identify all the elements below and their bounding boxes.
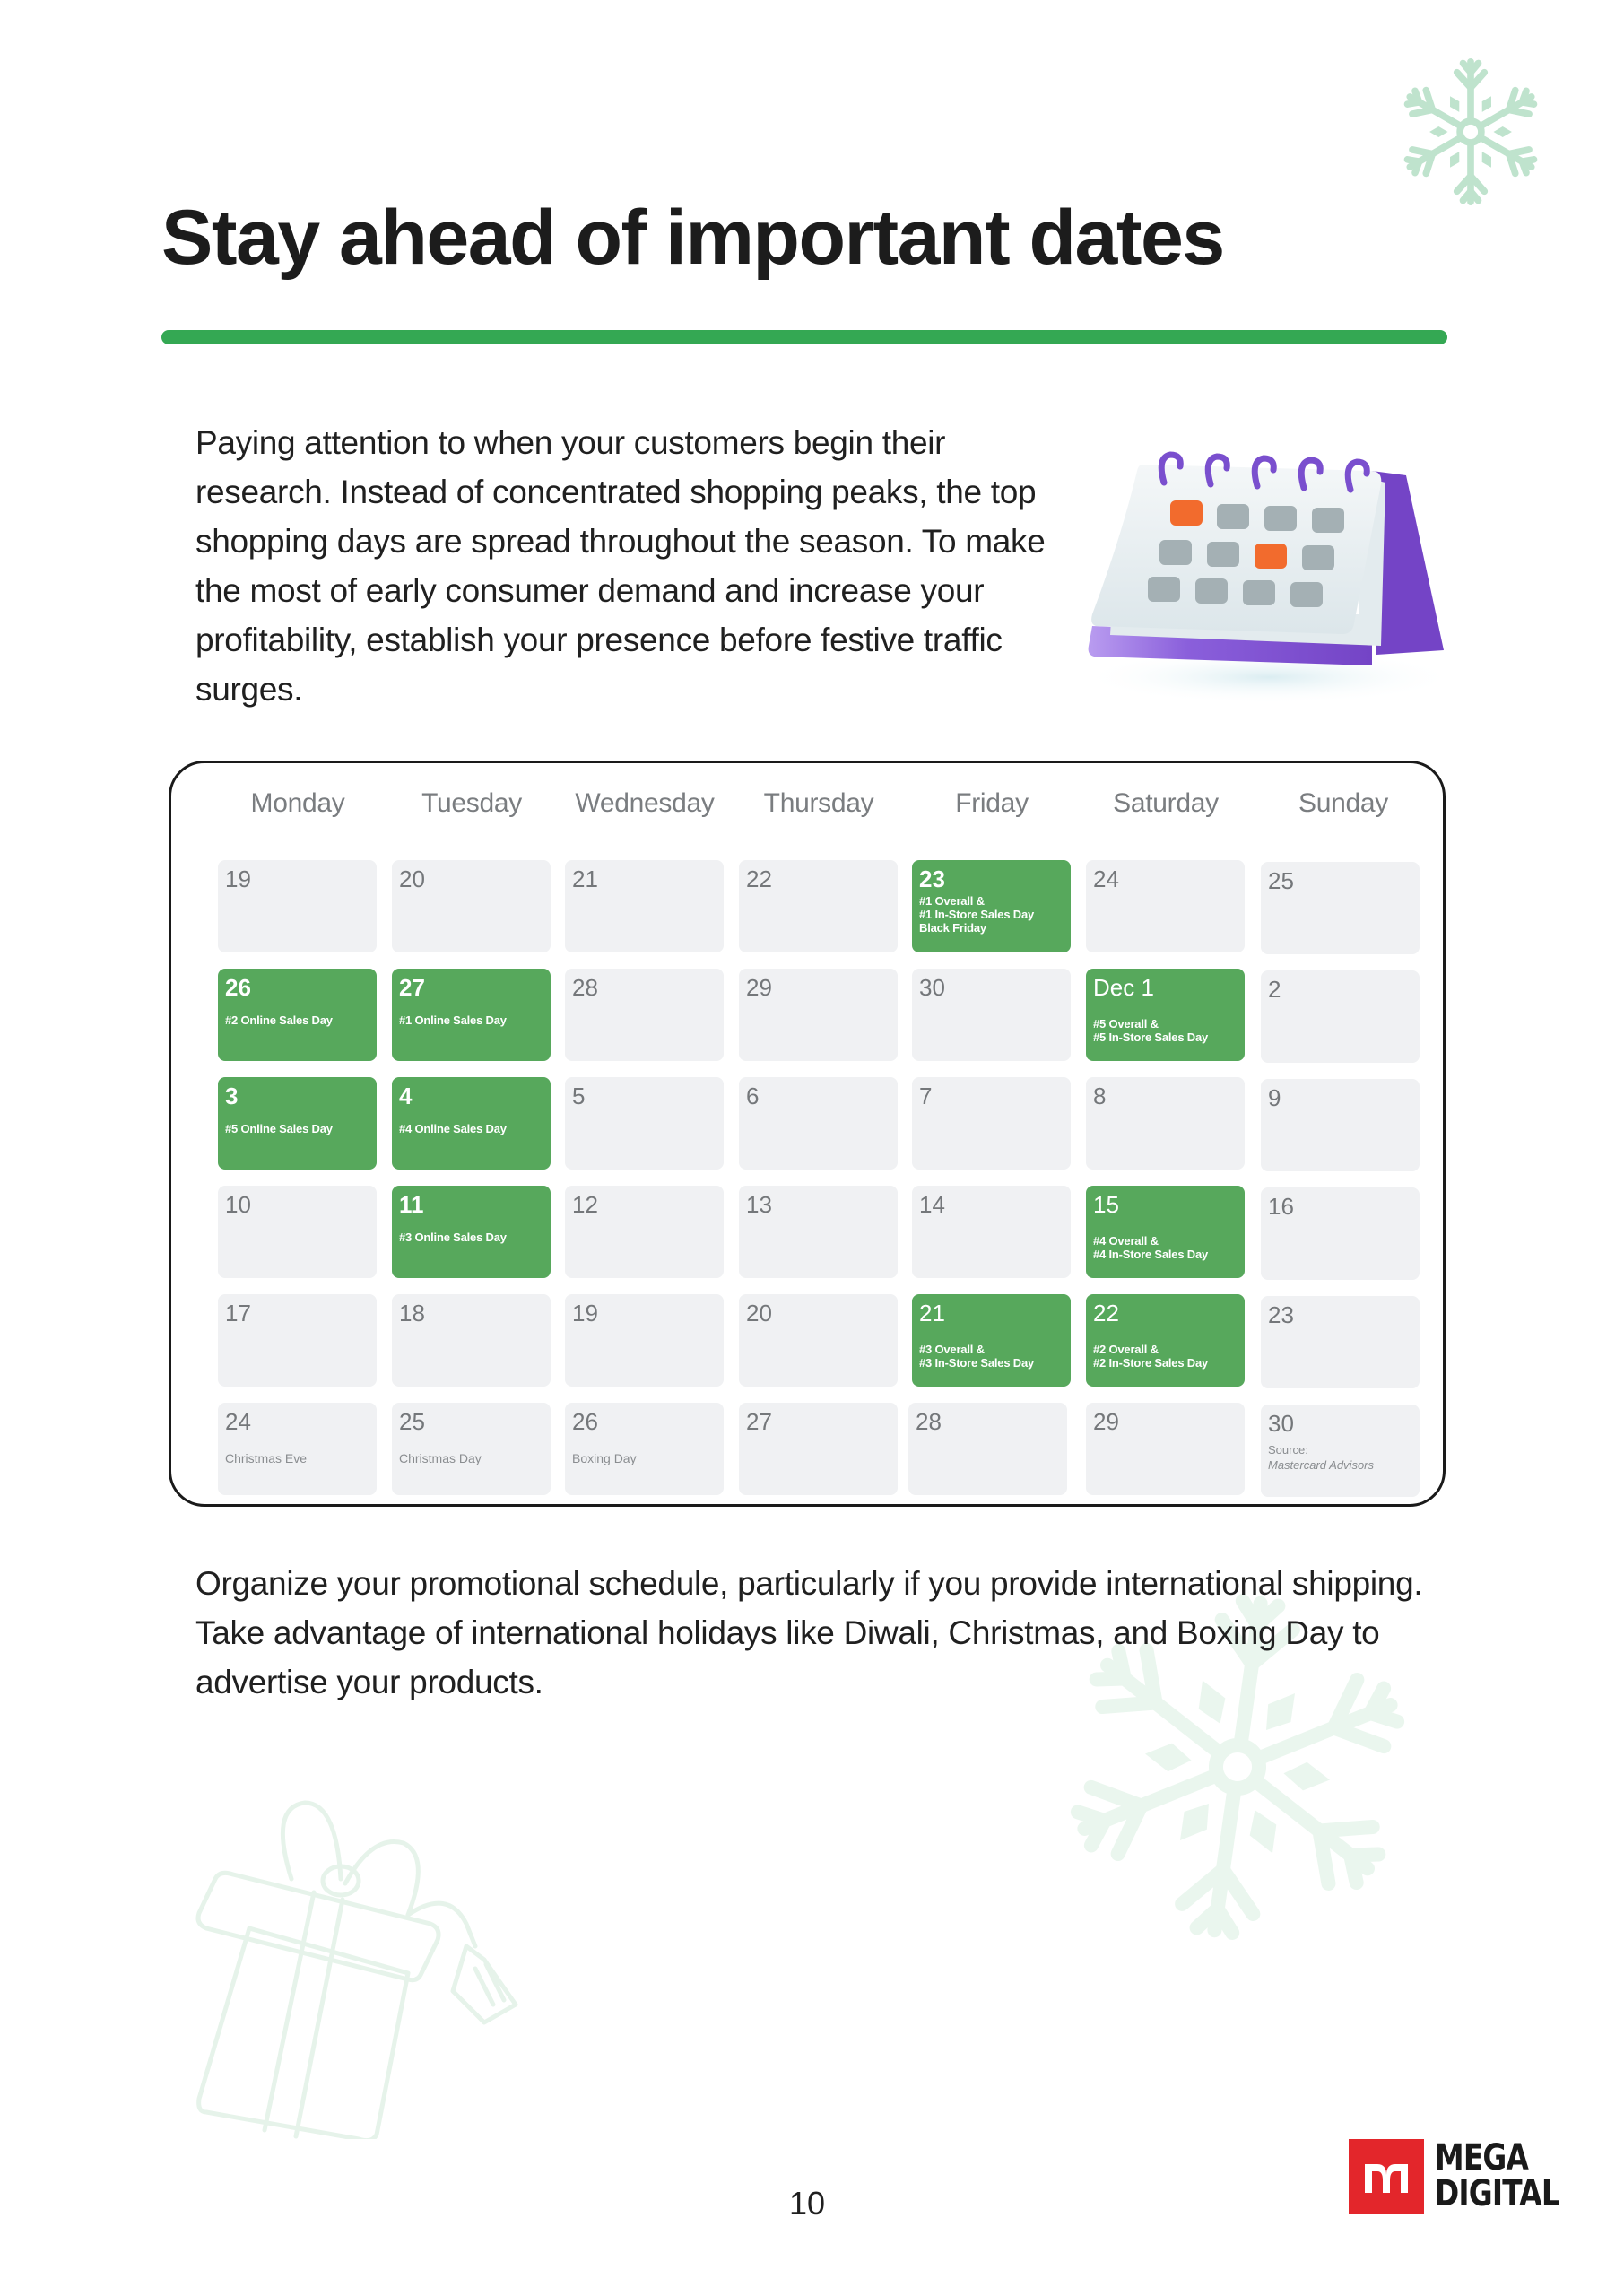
calendar-cell: 19 [218,860,377,952]
day-header-monday: Monday [250,788,345,818]
gift-box-icon [179,1780,529,2139]
calendar-cell: 22 [739,860,898,952]
day-header-saturday: Saturday [1113,788,1219,818]
day-header-tuesday: Tuesday [421,788,522,818]
calendar-cell: 9 [1261,1079,1420,1171]
calendar-cell: 28 [565,969,724,1061]
calendar-illustration-icon [1067,430,1471,718]
calendar-cell: 8 [1086,1077,1245,1170]
calendar-cell-highlight: 4 #4 Online Sales Day [392,1077,551,1170]
calendar-cell: 18 [392,1294,551,1387]
intro-paragraph: Paying attention to when your customers begin their research. Instead of concentrated shopping peaks, the top shopping days are spread throughout the season. To make the most of early consumer demand and increase your profitability, establish your presence before festive traffic surges. [195,424,1046,708]
calendar-cell: 6 [739,1077,898,1170]
calendar-cell: 25 [1261,862,1420,954]
calendar-cell: 5 [565,1077,724,1170]
calendar-cell: 27 [739,1403,898,1495]
calendar-cell: 24 Christmas Eve [218,1403,377,1495]
calendar-cell: 29 [1086,1403,1245,1495]
calendar-cell-highlight: 15 #4 Overall & #4 In-Store Sales Day [1086,1186,1245,1278]
day-header-thursday: Thursday [763,788,874,818]
title-divider [161,330,1447,344]
calendar-cell: 19 [565,1294,724,1387]
calendar-cell: 14 [912,1186,1071,1278]
day-header-sunday: Sunday [1298,788,1388,818]
calendar-cell: 30 [912,969,1071,1061]
calendar-cell: 28 [908,1403,1067,1495]
page-title: Stay ahead of important dates [161,195,1224,281]
calendar-cell: 26 Boxing Day [565,1403,724,1495]
calendar-cell-highlight: Dec 1 #5 Overall & #5 In-Store Sales Day [1086,969,1245,1061]
calendar-cell-highlight: 3 #5 Online Sales Day [218,1077,377,1170]
calendar-cell: 13 [739,1186,898,1278]
calendar-cell-highlight: 26 #2 Online Sales Day [218,969,377,1061]
calendar-cell: 23 [1261,1296,1420,1388]
calendar-cell: 30 Source: Mastercard Advisors [1261,1405,1420,1497]
calendar-cell: 12 [565,1186,724,1278]
calendar-cell: 17 [218,1294,377,1387]
calendar-cell: 10 [218,1186,377,1278]
calendar-cell: 2 [1261,970,1420,1063]
calendar-cell-highlight: 11 #3 Online Sales Day [392,1186,551,1278]
page-number: 10 [789,2185,826,2222]
day-header-friday: Friday [955,788,1029,818]
mega-digital-logo-icon [1349,2139,1424,2214]
calendar-cell-highlight: 23 #1 Overall & #1 In-Store Sales Day Black Friday [912,860,1071,952]
calendar-cell: 20 [739,1294,898,1387]
brand-logo-text: MEGA DIGITAL [1435,2137,1559,2214]
calendar-cell-highlight: 27 #1 Online Sales Day [392,969,551,1061]
calendar-cell: 29 [739,969,898,1061]
calendar-cell: 25 Christmas Day [392,1403,551,1495]
calendar-cell: 7 [912,1077,1071,1170]
sales-calendar [169,761,1446,1507]
outro-paragraph: Organize your promotional schedule, particularly if you provide international shipping. Take advantage of international holidays like Diwali, Christmas, and Boxing Day to advertise your products. [195,1565,1423,1700]
calendar-cell: 24 [1086,860,1245,952]
calendar-cell-highlight: 22 #2 Overall & #2 In-Store Sales Day [1086,1294,1245,1387]
source-citation: Source: Mastercard Advisors [1268,1443,1374,1472]
calendar-cell: 16 [1261,1187,1420,1280]
calendar-cell: 20 [392,860,551,952]
calendar-cell: 21 [565,860,724,952]
calendar-cell-highlight: 21 #3 Overall & #3 In-Store Sales Day [912,1294,1071,1387]
snowflake-icon [1390,56,1551,208]
day-header-wednesday: Wednesday [575,788,715,818]
